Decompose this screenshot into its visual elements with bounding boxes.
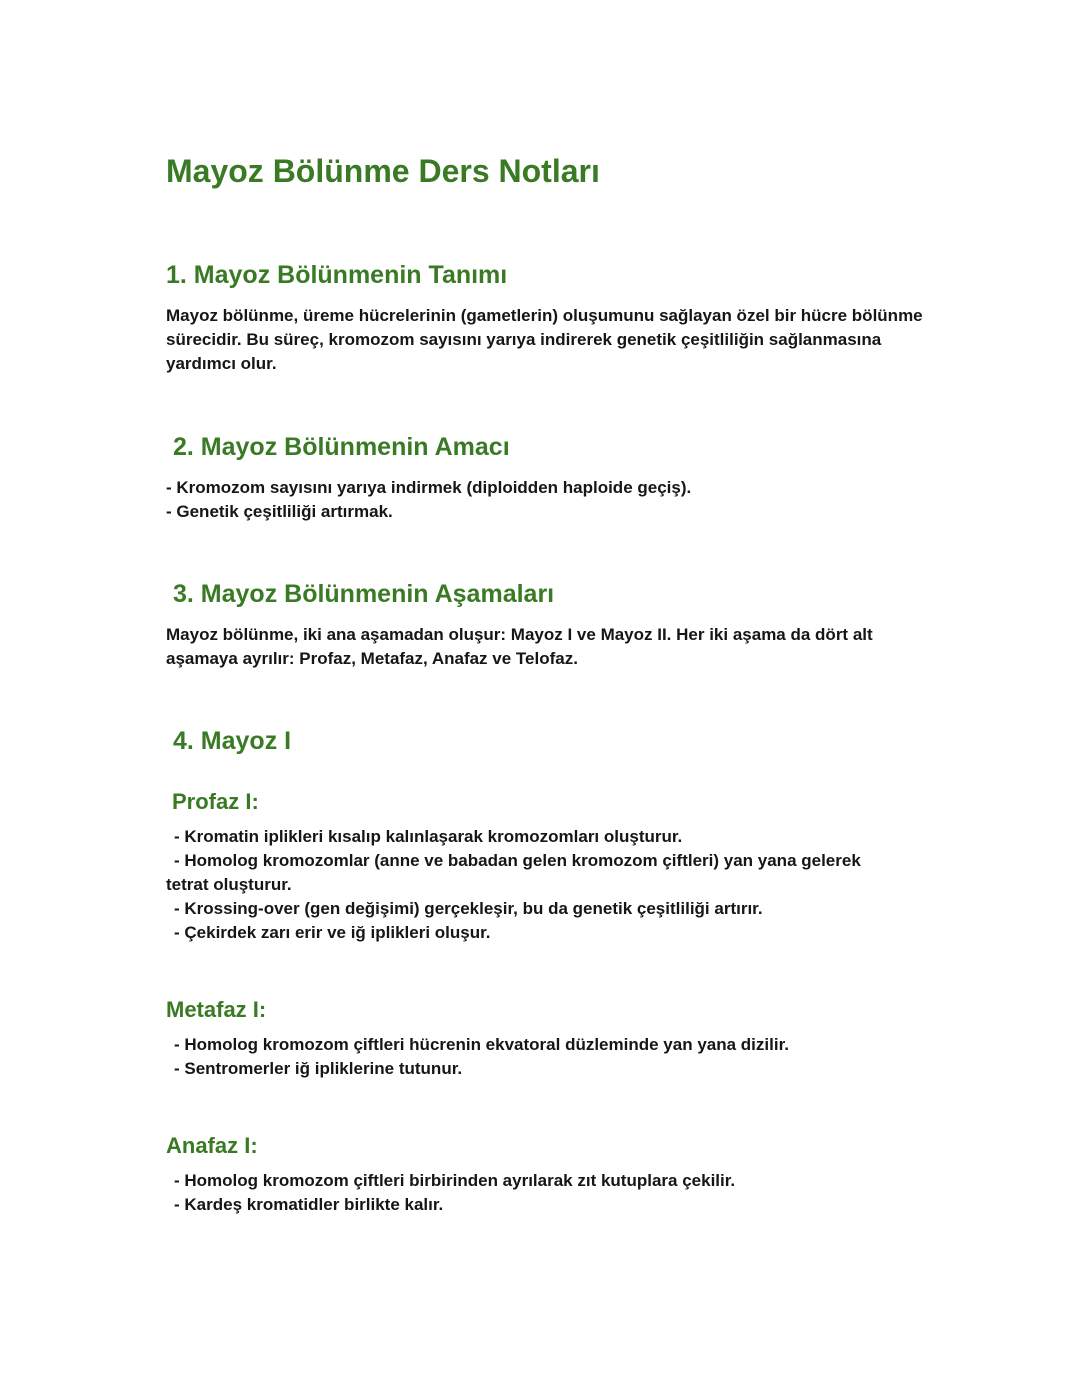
section-paragraph-definition: Mayoz bölünme, üreme hücrelerinin (gametlerin) oluşumunu sağlayan özel bir hücre bölünme sürecidir. Bu süreç, kromozom sayısını yarıya indirerek genetik çeşitliliğin sağlanmasına yardımcı olur. bbox=[166, 306, 923, 373]
list-item: - Homolog kromozomlar (anne ve babadan gelen kromozom çiftleri) yan yana gelerek bbox=[174, 851, 861, 870]
list-item: - Homolog kromozom çiftleri hücrenin ekvatoral düzleminde yan yana dizilir. bbox=[174, 1035, 789, 1054]
page-title: Mayoz Bölünme Ders Notları bbox=[166, 153, 600, 189]
subsection-heading-anaphase-1: Anafaz I: bbox=[166, 1133, 258, 1158]
list-item: - Genetik çeşitliliği artırmak. bbox=[166, 502, 393, 521]
list-item-continuation: tetrat oluşturur. bbox=[166, 875, 292, 894]
section-heading-definition: 1. Mayoz Bölünmenin Tanımı bbox=[166, 261, 508, 289]
list-item: - Sentromerler iğ ipliklerine tutunur. bbox=[174, 1059, 463, 1078]
section-heading-meiosis-1: 4. Mayoz I bbox=[173, 727, 292, 755]
list-item: - Kardeş kromatidler birlikte kalır. bbox=[174, 1195, 444, 1214]
list-item: - Kromatin iplikleri kısalıp kalınlaşarak kromozomları oluşturur. bbox=[174, 827, 683, 846]
subsection-heading-prophase-1: Profaz I: bbox=[172, 789, 259, 814]
section-heading-stages: 3. Mayoz Bölünmenin Aşamaları bbox=[173, 580, 555, 608]
subsection-heading-metaphase-1: Metafaz I: bbox=[166, 997, 267, 1022]
list-item: - Çekirdek zarı erir ve iğ iplikleri oluşur. bbox=[174, 923, 491, 942]
list-item: - Kromozom sayısını yarıya indirmek (diploidden haploide geçiş). bbox=[166, 478, 692, 497]
section-heading-purpose: 2. Mayoz Bölünmenin Amacı bbox=[173, 433, 510, 461]
list-item: - Homolog kromozom çiftleri birbirinden ayrılarak zıt kutuplara çekilir. bbox=[174, 1171, 736, 1190]
section-paragraph-stages: Mayoz bölünme, iki ana aşamadan oluşur: Mayoz I ve Mayoz II. Her iki aşama da dört alt aşamaya ayrılır: Profaz, Metafaz, Anafaz ve Telofaz. bbox=[166, 625, 873, 668]
list-item: - Krossing-over (gen değişimi) gerçekleşir, bu da genetik çeşitliliği artırır. bbox=[174, 899, 763, 918]
